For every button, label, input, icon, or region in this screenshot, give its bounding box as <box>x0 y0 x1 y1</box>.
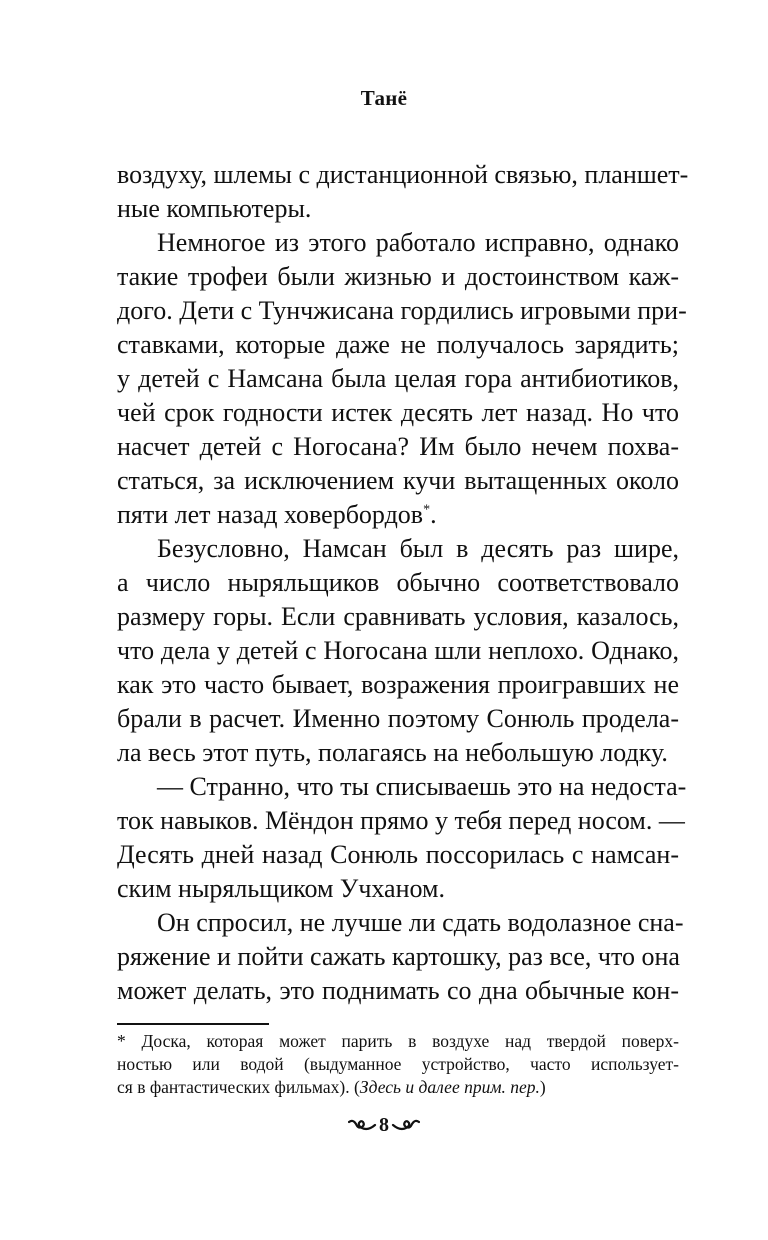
text-line: такие трофеи были жизнью и достоинством каж- <box>117 262 679 291</box>
text-line: — Странно, что ты списываешь это на недоста- <box>157 772 687 801</box>
footnote-line <box>117 1076 679 1099</box>
footnote-divider <box>117 1023 269 1025</box>
text-line: ла весь этот путь, полагаясь на небольшую лодку. <box>117 738 668 767</box>
text-line-tail: . <box>430 500 437 529</box>
text-line: воздуху, шлемы с дистанционной связью, планшет- <box>117 160 689 189</box>
footnote-reference[interactable]: * <box>423 502 431 518</box>
text-line: дого. Дети с Тунчжисана гордились игровыми при- <box>117 296 687 325</box>
footnote-line: ностью или водой (выдуманное устройство, часто использует- <box>117 1054 679 1074</box>
page-number: 8 <box>379 1113 389 1136</box>
text-line: статься, за исключением кучи вытащенных около <box>117 466 679 495</box>
text-line: может делать, это поднимать со дна обычные кон- <box>117 976 679 1005</box>
left-ornament-icon <box>348 1117 378 1133</box>
translator-note: Здесь и далее прим. пер. <box>359 1077 540 1097</box>
page-folio <box>334 1113 434 1137</box>
footnote-text: ся в фантастических фильмах). ( <box>117 1077 360 1097</box>
text-line: Десять дней назад Сонюль поссорилась с намсан- <box>117 840 679 869</box>
text-line: ряжение и пойти сажать картошку, раз все, что она <box>117 942 680 971</box>
text-line-with-footnote <box>117 498 679 532</box>
text-line: насчет детей с Ногосана? Им было нечем похва- <box>117 432 679 461</box>
text-line: а число ныряльщиков обычно соответствовало <box>117 568 679 597</box>
text-line: ским ныряльщиком Учханом. <box>117 874 445 903</box>
text-line: Он спросил, не лучше ли сдать водолазное сна- <box>157 908 684 937</box>
running-head: Танё <box>360 86 408 110</box>
text-line: размеру горы. Если сравнивать условия, казалось, <box>117 602 679 631</box>
footnote-text-end: ) <box>539 1077 546 1097</box>
text-line: чей срок годности истек десять лет назад. Но что <box>117 398 679 427</box>
text-line: Немногое из этого работало исправно, однако <box>157 228 679 257</box>
right-ornament-icon <box>390 1117 420 1133</box>
text-line: брали в расчет. Именно поэтому Сонюль продела- <box>117 704 679 733</box>
text-line-content: пяти лет назад ховербордов <box>117 500 424 529</box>
text-line: как это часто бывает, возражения проигравших не <box>117 670 679 699</box>
footnote-line: * Доска, которая может парить в воздухе над твердой поверх- <box>117 1031 679 1051</box>
text-line: ток навыков. Мёндон прямо у тебя перед носом. — <box>117 806 685 835</box>
text-line: что дела у детей с Ногосана шли неплохо. Однако, <box>117 636 679 665</box>
body-text <box>117 158 689 1008</box>
text-line: ные компьютеры. <box>117 194 312 223</box>
footnote <box>117 1030 679 1099</box>
text-line: Безусловно, Намсан был в десять раз шире, <box>157 534 679 563</box>
text-line: ставками, которые даже не получалось зарядить; <box>117 330 679 359</box>
text-line: у детей с Намсана была целая гора антибиотиков, <box>117 364 679 393</box>
